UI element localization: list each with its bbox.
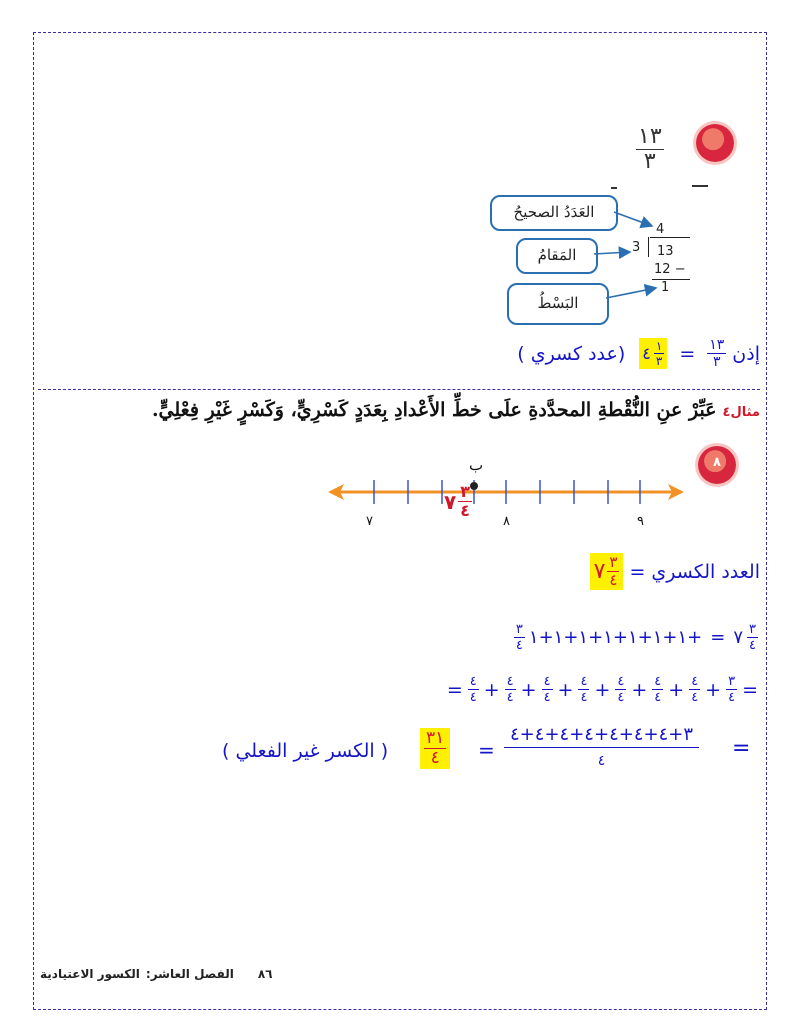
line2-fraction	[468, 675, 479, 704]
example2-instruction: عَبِّرْ عنِ النُّقْطةِ المحدَّدةِ علَى خطِّ الأَعْدادِ بِعَدَدٍ كَسْرِيٍّ، وَكَسْرٍ غَيْرِ فِعْلِيٍّ.	[151, 399, 717, 421]
line2-fraction	[652, 675, 663, 704]
line2-plus: +	[668, 678, 685, 701]
expansion-line-3	[222, 724, 756, 780]
result-improper-fraction	[707, 338, 726, 369]
page-footer	[40, 967, 273, 981]
answer-denominator: ٤	[460, 501, 470, 520]
number-line-answer	[444, 484, 472, 519]
mark	[692, 185, 708, 187]
example-badge-icon	[696, 124, 734, 162]
line1-last-fraction	[514, 623, 525, 652]
division-divisor: 3	[632, 240, 641, 255]
line2-denominator: ٤	[691, 690, 699, 705]
division-underline	[652, 279, 690, 280]
line2-fraction	[689, 675, 700, 704]
answer-numerator: ٣	[460, 482, 470, 501]
line2-plus: +	[557, 678, 574, 701]
answer-fraction	[458, 484, 472, 519]
mark	[611, 187, 617, 189]
label-whole-number: العَدَدُ الصحيحُ	[490, 195, 618, 231]
line2-numerator: ٤	[506, 674, 514, 689]
mixed-value-whole: ٧	[593, 559, 606, 584]
line2-plus: +	[705, 678, 722, 701]
footer-topic: الكسور الاعتيادية	[40, 967, 140, 981]
line2-denominator: ٤	[580, 690, 588, 705]
badge-number: ٨	[713, 455, 721, 470]
line2-numerator: ٤	[543, 674, 551, 689]
line1-fraction	[747, 623, 758, 652]
division-dividend: 13	[657, 244, 674, 259]
section-separator	[38, 389, 760, 390]
line2-plus: +	[594, 678, 611, 701]
improper-answer-denominator: ٤	[430, 748, 440, 768]
label-denominator: المَقامُ	[516, 238, 598, 274]
line1-last-numerator: ٣	[515, 622, 523, 637]
line2-equals-right: =	[742, 678, 758, 701]
line2-fraction	[615, 675, 626, 704]
improper-numerator: ١٣	[709, 337, 725, 353]
mixed-value	[590, 553, 624, 590]
line2-denominator: ٤	[654, 690, 662, 705]
expansion-line-2	[447, 675, 758, 704]
answer-whole: ٧	[444, 489, 457, 514]
fraction-numerator: ١٣	[638, 124, 662, 149]
mixed-label: العدد الكسري =	[629, 560, 760, 583]
division-minus: −	[674, 262, 686, 277]
line2-numerator: ٣	[728, 674, 736, 689]
line2-denominator: ٤	[543, 690, 551, 705]
line1-ones: ١+١+١+١+١+١+١+	[528, 627, 703, 648]
example2-title	[152, 399, 760, 421]
line2-fraction	[726, 675, 737, 704]
point-label: ب	[469, 456, 484, 474]
label-numerator: البَسْطُ	[507, 283, 609, 325]
mixed-number-line	[590, 553, 760, 590]
line2-fraction	[542, 675, 553, 704]
mixed-fraction	[654, 340, 664, 367]
mixed-denominator: ٣	[655, 354, 663, 368]
arrow-to-divisor	[594, 252, 630, 254]
big-denominator: ٤	[597, 753, 606, 769]
division-bracket	[648, 237, 649, 257]
line1-whole: ٧	[733, 627, 744, 648]
line2-numerator: ٤	[654, 674, 662, 689]
line1-equals: =	[710, 627, 726, 648]
big-numerator: ٣+٤+٤+٤+٤+٤+٤+٤	[504, 726, 699, 748]
expansion-line-1	[514, 623, 758, 652]
example2-badge-icon	[698, 446, 736, 484]
result-prefix: إذن	[732, 342, 760, 365]
line2-plus: +	[483, 678, 500, 701]
mixed-whole: ٤	[642, 344, 651, 363]
example-tag: مثال٤	[722, 405, 760, 420]
tick-label-7: ٧	[366, 514, 373, 529]
mixed-value-fraction	[607, 555, 619, 588]
example1-result	[517, 338, 760, 369]
line2-numerator: ٤	[469, 674, 477, 689]
footer-page-number: ٨٦	[257, 967, 273, 981]
line2-fraction	[578, 675, 589, 704]
line2-numerator: ٤	[617, 674, 625, 689]
arrow-to-quotient	[614, 212, 652, 226]
line2-plus: +	[520, 678, 537, 701]
line1-last-denominator: ٤	[515, 638, 523, 653]
line2-denominator: ٤	[617, 690, 625, 705]
line2-fraction	[505, 675, 516, 704]
result-mixed-number	[639, 338, 667, 369]
division-quotient: 4	[656, 222, 665, 237]
result-note: (عدد كسري )	[517, 342, 626, 365]
line2-plus: +	[631, 678, 648, 701]
example1-fraction	[636, 126, 664, 173]
mixed-value-denominator: ٤	[609, 571, 618, 589]
line3-big-fraction	[504, 726, 699, 768]
division-subtrahend: 12	[654, 262, 671, 277]
fraction-denominator: ٣	[643, 149, 656, 174]
improper-answer	[420, 728, 450, 769]
arrow-to-remainder	[606, 288, 656, 298]
tick-label-8: ٨	[503, 514, 510, 529]
mixed-numerator: ١	[655, 339, 663, 353]
line1-denominator: ٤	[749, 638, 756, 653]
line1-numerator: ٣	[749, 622, 756, 637]
line2-denominator: ٤	[469, 690, 477, 705]
result-equals: =	[679, 342, 696, 365]
division-subtract	[654, 262, 686, 277]
division-bar	[650, 237, 690, 238]
division-remainder: 1	[661, 280, 670, 295]
footer-chapter: الفصل العاشر:	[145, 967, 234, 981]
line2-denominator: ٤	[506, 690, 514, 705]
line2-numerator: ٤	[691, 674, 699, 689]
line3-equals-mid: =	[478, 738, 495, 762]
line3-equals-right: =	[732, 736, 751, 761]
line2-denominator: ٤	[728, 690, 736, 705]
mixed-value-numerator: ٣	[609, 553, 618, 571]
tick-label-9: ٩	[637, 514, 644, 529]
improper-denominator: ٣	[713, 354, 721, 370]
improper-answer-numerator: ٣١	[426, 728, 445, 748]
line2-numerator: ٤	[580, 674, 588, 689]
improper-note: ( الكسر غير الفعلي )	[222, 740, 389, 762]
line2-equals-left: =	[446, 678, 463, 701]
